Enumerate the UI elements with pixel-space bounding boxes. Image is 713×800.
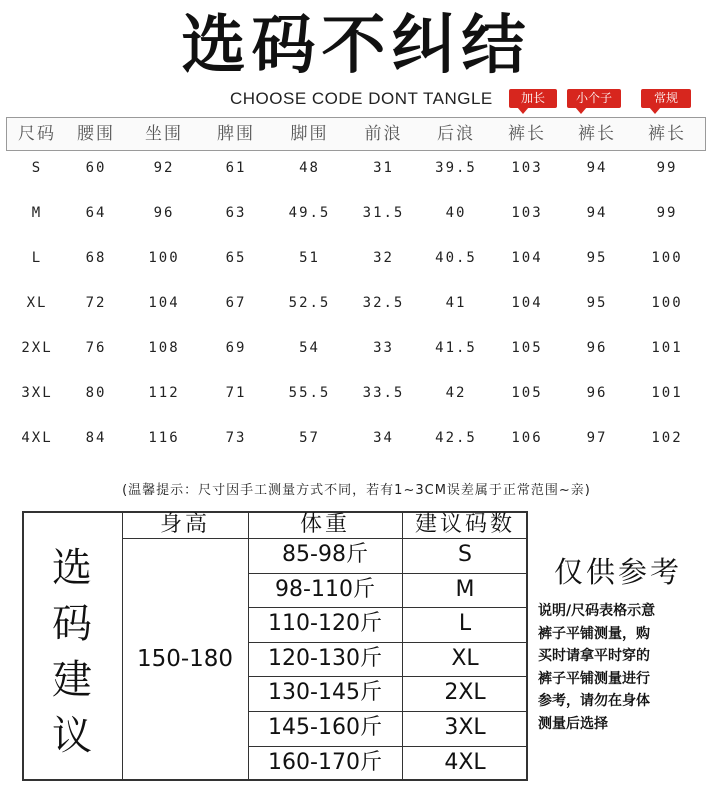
size-table-cell: 99	[656, 160, 678, 176]
size-table-cell: 54	[299, 340, 320, 356]
size-table-cell: 33.5	[362, 385, 405, 401]
subtitle: CHOOSE CODE DONT TANGLE	[230, 89, 493, 108]
reference-line: 说明/尺码表格示意	[538, 603, 656, 619]
size-table-cell: 40.5	[435, 250, 477, 266]
recommended-size-cell: 3XL	[444, 715, 486, 740]
tag-lengthened: 加长	[509, 89, 557, 108]
size-header-cell: 裤长	[508, 124, 546, 144]
page-title: 选码不纠结	[181, 9, 532, 83]
size-table-cell: 105	[511, 340, 543, 356]
tag-regular: 常规	[641, 89, 691, 108]
size-table-cell: 101	[651, 340, 683, 356]
header-size: 建议码数	[414, 512, 515, 537]
size-header-cell: 后浪	[437, 124, 475, 144]
size-table-cell: 80	[85, 385, 107, 401]
size-table-cell: 112	[148, 385, 180, 401]
side-char: 建	[52, 657, 92, 703]
size-table-cell: 64	[85, 205, 107, 221]
header-height: 身高	[159, 512, 210, 537]
size-header-cell: 裤长	[578, 124, 616, 144]
size-table-cell: 76	[85, 340, 107, 356]
size-table-cell: 31.5	[362, 205, 405, 221]
size-table-cell: 68	[85, 250, 107, 266]
weight-range-cell: 120-130斤	[268, 645, 382, 671]
height-range: 150-180	[136, 646, 234, 672]
size-header-cell: 脚围	[290, 124, 329, 144]
recommended-size-cell: L	[458, 611, 472, 637]
size-table-cell: 71	[225, 385, 247, 401]
recommended-size-cell: 2XL	[444, 680, 486, 706]
size-table-cell: 104	[511, 250, 543, 266]
size-table-cell: 104	[511, 295, 543, 311]
size-table-cell: 63	[225, 205, 247, 221]
measurement-note: (温馨提示：尺寸因手工测量方式不同，若有1~3CM误差属于正常范围~亲)	[122, 483, 591, 498]
reference-line: 买时请拿平时穿的	[538, 648, 650, 664]
size-table-cell: 31	[373, 160, 394, 176]
recommended-size-cell: XL	[451, 645, 479, 671]
size-table-cell: 96	[153, 205, 175, 221]
size-table-cell: 39.5	[435, 160, 477, 176]
size-header-cell: 尺码	[18, 124, 56, 144]
size-table-cell: 97	[586, 430, 608, 446]
weight-range-cell: 110-120斤	[268, 611, 382, 637]
size-table-cell: 100	[651, 250, 683, 266]
size-table-cell: 108	[148, 340, 180, 356]
weight-range-cell: 98-110斤	[275, 576, 375, 602]
size-table-cell: 100	[651, 295, 683, 311]
size-table-cell: 102	[651, 430, 683, 446]
size-table-cell: 105	[511, 385, 543, 401]
reference-line: 裤子平铺测量进行	[538, 670, 650, 687]
size-table-cell: 33	[373, 340, 394, 356]
size-table-cell: 60	[85, 160, 107, 176]
size-table-cell: L	[31, 250, 43, 266]
size-header-cell: 前浪	[364, 124, 403, 144]
size-table-cell: 40	[445, 205, 467, 221]
size-table-cell: 57	[299, 430, 320, 446]
reference-text	[538, 600, 702, 735]
size-table-cell: 51	[299, 250, 320, 266]
size-table-cell: 34	[373, 430, 394, 446]
weight-range-cell: 160-170斤	[268, 749, 382, 775]
size-table-cell: 32.5	[362, 295, 405, 311]
size-table-cell: 116	[148, 430, 180, 446]
size-table-cell: 73	[225, 430, 247, 446]
size-table-cell: 49.5	[288, 205, 331, 221]
size-table-cell: 96	[586, 385, 608, 401]
size-table-cell: 41.5	[435, 340, 477, 356]
recommend-side-label	[22, 540, 122, 780]
size-table-cell: M	[31, 205, 43, 221]
size-table-cell: 52.5	[288, 295, 331, 311]
tag-petite: 小个子	[567, 89, 621, 108]
size-table-cell: 69	[225, 340, 247, 356]
size-table-cell: 41	[445, 295, 467, 311]
size-table-cell: 48	[299, 160, 320, 176]
reference-line: 参考，请勿在身体	[538, 693, 650, 709]
size-table-cell: 3XL	[21, 385, 53, 401]
size-table-cell: 101	[651, 385, 683, 401]
side-char: 码	[52, 601, 92, 647]
size-table-cell: 100	[148, 250, 180, 266]
size-table-cell: XL	[26, 295, 48, 311]
size-table-cell: 2XL	[21, 340, 53, 356]
size-table-cell: 92	[153, 160, 175, 176]
size-table-cell: 99	[656, 205, 678, 221]
size-table-cell: 96	[586, 340, 608, 356]
size-table-cell: 103	[511, 160, 543, 176]
size-table-cell: 67	[225, 295, 247, 311]
size-table-cell: 95	[586, 295, 608, 311]
size-table-cell: 32	[373, 250, 394, 266]
reference-title: 仅供参考	[553, 555, 682, 589]
size-table-cell: 42.5	[435, 430, 477, 446]
size-table-cell: S	[31, 160, 43, 176]
recommended-size-cell: M	[455, 576, 475, 602]
header-weight: 体重	[299, 512, 350, 537]
size-table-cell: 65	[225, 250, 247, 266]
size-table-cell: 95	[586, 250, 608, 266]
recommended-size-cell: 4XL	[444, 749, 486, 775]
size-table-cell: 94	[586, 205, 608, 221]
size-table-cell: 104	[148, 295, 180, 311]
size-table-cell: 4XL	[21, 430, 53, 446]
size-table-cell: 84	[85, 430, 107, 446]
weight-range-cell: 85-98斤	[282, 542, 368, 567]
size-header-cell: 脾围	[217, 124, 255, 144]
size-header-cell: 腰围	[77, 124, 115, 144]
size-table-cell: 94	[586, 160, 608, 176]
reference-line: 裤子平铺测量，购	[538, 625, 650, 642]
side-char: 议	[52, 713, 92, 759]
size-table-cell: 103	[511, 205, 543, 221]
size-header-cell: 坐围	[145, 124, 183, 144]
recommended-size-cell: S	[458, 542, 472, 567]
size-table-cell: 106	[511, 430, 543, 446]
size-table-cell: 55.5	[288, 385, 331, 401]
side-char: 选	[52, 545, 92, 591]
reference-line: 测量后选择	[538, 715, 608, 732]
size-table-cell: 72	[85, 295, 107, 311]
size-table-cell: 61	[225, 160, 247, 176]
weight-range-cell: 130-145斤	[268, 680, 382, 706]
size-header-cell: 裤长	[648, 124, 686, 144]
size-table-cell: 42	[445, 385, 467, 401]
weight-range-cell: 145-160斤	[268, 715, 382, 740]
